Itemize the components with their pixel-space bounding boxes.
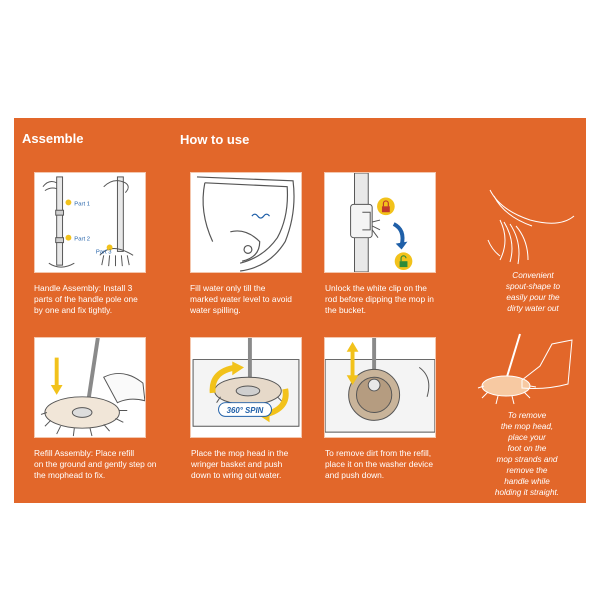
caption-line: To remove — [507, 411, 547, 420]
caption-line: handle while — [504, 477, 550, 486]
refill-illustration — [35, 338, 145, 437]
fill-water-caption — [190, 283, 326, 316]
spin-badge-text: 360° SPIN — [226, 405, 264, 415]
how-to-use-title: How to use — [180, 132, 250, 147]
unlock-clip-card — [324, 172, 436, 273]
caption-line: and push down. — [325, 470, 385, 480]
washer-card — [324, 337, 436, 438]
caption-line: Place the mop head in the — [191, 448, 289, 458]
washer-caption — [325, 448, 461, 481]
caption-line: down to wring out water. — [191, 470, 282, 480]
up-arrow-icon — [347, 342, 359, 352]
remove-head-caption — [472, 410, 582, 498]
caption-line: easily pour the — [506, 293, 560, 302]
unlock-clip-caption — [325, 283, 461, 316]
caption-line: Convenient — [512, 271, 554, 280]
bucket-fill-illustration — [191, 173, 301, 272]
caption-line: Fill water only till the — [190, 283, 266, 293]
handle-assembly-caption — [34, 283, 170, 316]
caption-line: foot on the — [507, 444, 547, 453]
foot-remove-illustration — [476, 330, 584, 406]
handle-assembly-illustration — [35, 173, 145, 272]
caption-line: water spilling. — [190, 305, 241, 315]
part2-label: Part 2 — [74, 236, 91, 243]
refill-assembly-card — [34, 337, 146, 438]
caption-line: marked water level to avoid — [190, 294, 292, 304]
clip-illustration — [325, 173, 435, 272]
caption-line: Refill Assembly: Place refill — [34, 448, 135, 458]
caption-line: Unlock the white clip on the — [325, 283, 427, 293]
part1-label: Part 1 — [74, 201, 91, 208]
fill-water-card — [190, 172, 302, 273]
caption-line: holding it straight. — [494, 488, 560, 497]
caption-line: place your — [508, 433, 546, 442]
washer-illustration — [325, 338, 435, 437]
handle-assembly-card — [34, 172, 146, 273]
spin-caption — [191, 448, 327, 481]
part3-label: Part 3 — [95, 249, 112, 256]
refill-assembly-caption — [34, 448, 170, 481]
spin-illustration — [191, 338, 301, 437]
caption-line: Handle Assembly: Install 3 — [34, 283, 133, 293]
down-arrow-icon — [51, 385, 63, 395]
caption-line: spout-shape to — [505, 282, 561, 291]
lock-icon — [377, 198, 395, 216]
caption-line: the mophead to fix. — [34, 470, 106, 480]
caption-line: by one and fix tightly. — [34, 305, 113, 315]
arrow-icon — [394, 224, 403, 246]
spin-wringer-card — [190, 337, 302, 438]
caption-line: To remove dirt from the refill, — [325, 448, 432, 458]
caption-line: mop strands and — [496, 455, 558, 464]
caption-line: dirty water out — [507, 304, 559, 313]
caption-line: on the ground and gently step on — [34, 459, 157, 469]
assemble-title: Assemble — [22, 131, 84, 146]
spout-illustration — [470, 180, 580, 270]
spout-caption — [478, 270, 588, 314]
caption-line: the bucket. — [325, 305, 366, 315]
caption-line: remove the — [506, 466, 548, 475]
caption-line: place it on the washer device — [325, 459, 434, 469]
caption-line: rod before dipping the mop in — [325, 294, 434, 304]
caption-line: parts of the handle pole one — [34, 294, 138, 304]
caption-line: wringer basket and push — [191, 459, 283, 469]
caption-line: the mop head, — [500, 422, 554, 431]
